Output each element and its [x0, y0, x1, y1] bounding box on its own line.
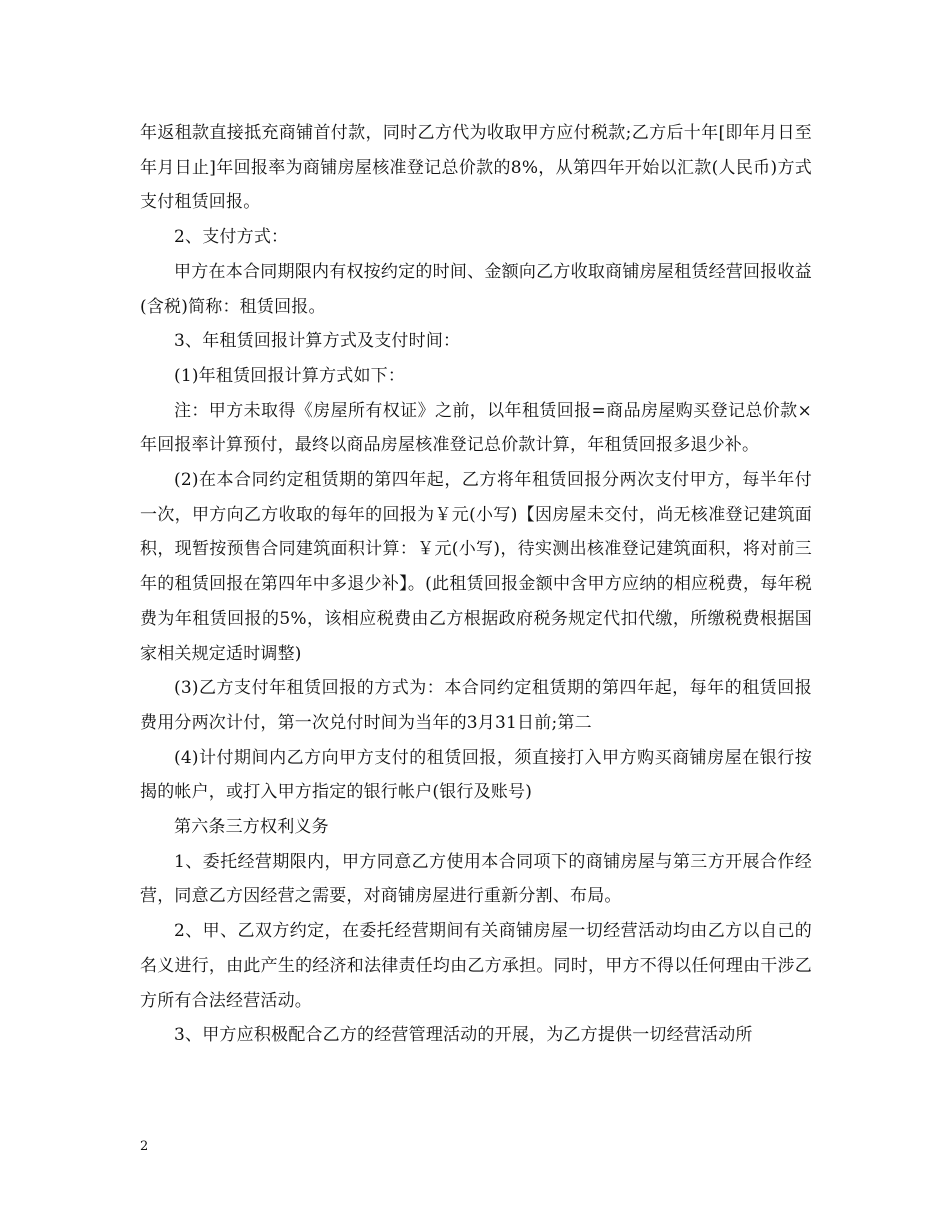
document-body: [140, 116, 812, 1053]
paragraph-rent-return-terms: 年返租款直接抵充商铺首付款，同时乙方代为收取甲方应付税款;乙方后十年[即年月日至年月日止]年回报率为商铺房屋核准登记总价款的8%，从第四年开始以汇款(人民币)方式支付租赁回报。: [140, 123, 812, 213]
section-heading-article-6: 第六条三方权利义务: [174, 817, 329, 838]
paragraph-obligation-2: 2、甲、乙双方约定，在委托经营期间有关商铺房屋一切经营活动均由乙方以自己的名义进行，由此产生的经济和法律责任均由乙方承担。同时，甲方不得以任何理由干涉乙方所有合法经营活动。: [140, 921, 812, 1011]
paragraph-payment-method-heading: 2、支付方式：: [174, 227, 289, 248]
paragraph-item-4: (4)计付期间内乙方向甲方支付的租赁回报，须直接打入甲方购买商铺房屋在银行按揭的帐户，或打入甲方指定的银行帐户(银行及账号): [140, 747, 812, 803]
paragraph-note: 注：甲方未取得《房屋所有权证》之前，以年租赁回报=商品房屋购买登记总价款×年回报率计算预付，最终以商品房屋核准登记总价款计算，年租赁回报多退少补。: [140, 400, 812, 456]
paragraph-calculation-subheading: (1)年租赁回报计算方式如下：: [174, 365, 406, 386]
paragraph-obligation-3: 3、甲方应积极配合乙方的经营管理活动的开展，为乙方提供一切经营活动所: [174, 1025, 753, 1046]
paragraph-calculation-heading: 3、年租赁回报计算方式及支付时间：: [174, 331, 461, 352]
paragraph-item-3: (3)乙方支付年租赁回报的方式为：本合同约定租赁期的第四年起，每年的租赁回报费用分两次计付，第一次兑付时间为当年的3月31日前;第二: [140, 678, 812, 733]
page-number: 2: [140, 1139, 149, 1154]
paragraph-obligation-1: 1、委托经营期限内，甲方同意乙方使用本合同项下的商铺房屋与第三方开展合作经营，同意乙方因经营之需要，对商铺房屋进行重新分割、布局。: [140, 851, 812, 907]
paragraph-item-2: (2)在本合同约定租赁期的第四年起，乙方将年租赁回报分两次支付甲方，每半年付一次，甲方向乙方收取的每年的回报为￥元(小写)【因房屋未交付，尚无核准登记建筑面积，现暂按预售合同建筑面积计算：￥元(小写)，待实测出核准登记建筑面积，将对前三年的租赁回报在第四年中多退少补】。(此租赁回报金额中含甲方应纳的相应税费，每年税费为年租赁回报的5%，该相应税费由乙方根据政府税务规定代扣代缴，所缴税费根据国家相关规定适时调整): [140, 470, 812, 664]
paragraph-payment-method: 甲方在本合同期限内有权按约定的时间、金额向乙方收取商铺房屋租赁经营回报收益(含税)简称：租赁回报。: [140, 261, 812, 317]
